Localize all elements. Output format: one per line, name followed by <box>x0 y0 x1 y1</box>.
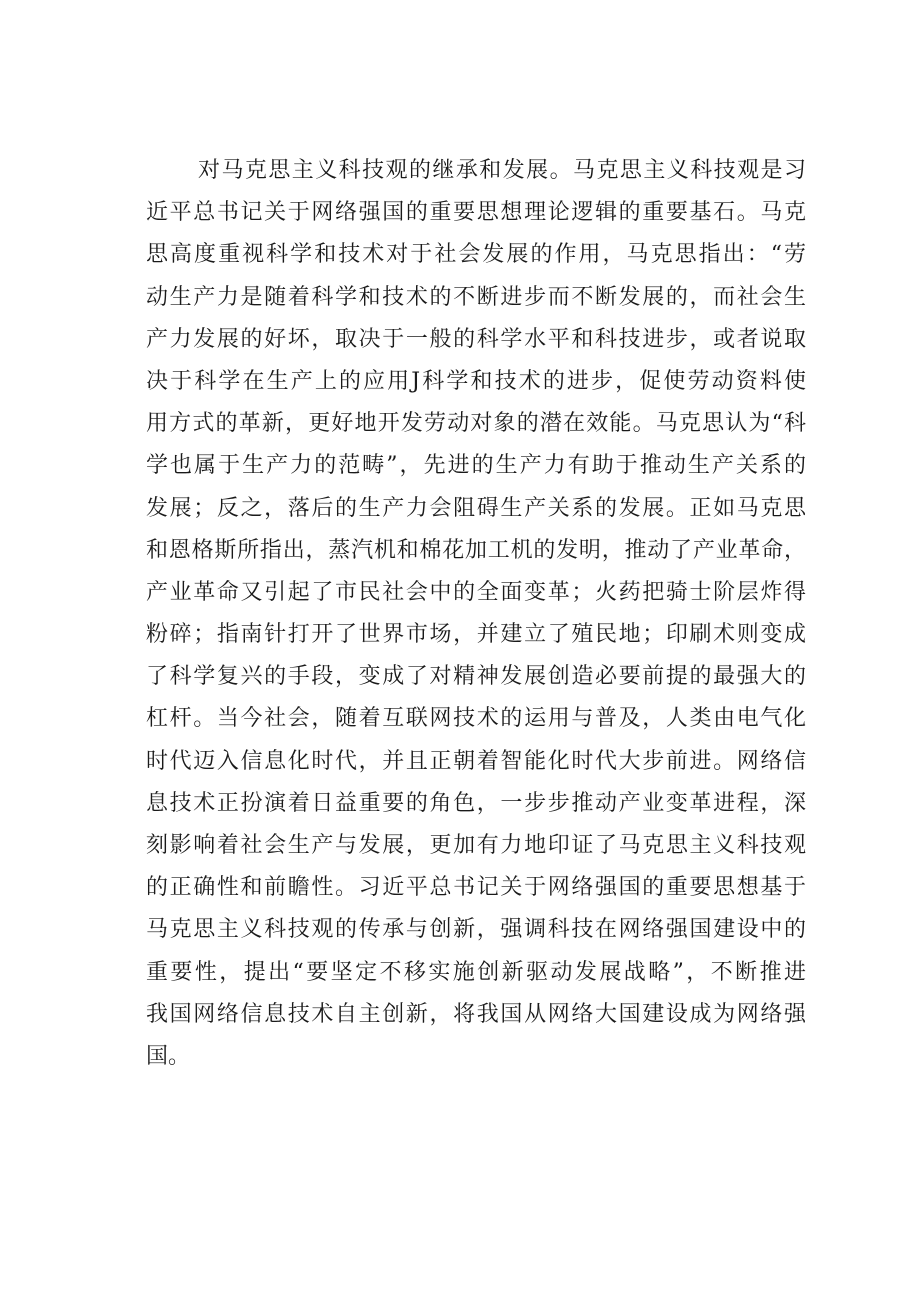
paragraph-line: 学也属于生产力的范畴”，先进的生产力有助于推动生产关系的 <box>146 453 806 479</box>
paragraph-line: 产业革命又引起了市民社会中的全面变革；火药把骑士阶层炸得 <box>146 579 806 605</box>
paragraph-line: 粉碎；指南针打开了世界市场，并建立了殖民地；印刷术则变成 <box>146 622 806 648</box>
paragraph-line: 近平总书记关于网络强国的重要思想理论逻辑的重要基石。马克 <box>146 200 806 226</box>
paragraph-line: 动生产力是随着科学和技术的不断进步而不断发展的，而社会生 <box>146 284 806 310</box>
paragraph-line: 息技术正扮演着日益重要的角色，一步步推动产业变革进程，深 <box>146 790 806 816</box>
paragraph-line: 杠杆。当今社会，随着互联网技术的运用与普及，人类由电气化 <box>146 706 806 732</box>
paragraph-line: 产力发展的好坏，取决于一般的科学水平和科技进步，或者说取 <box>146 326 806 352</box>
paragraph-line: 的正确性和前瞻性。习近平总书记关于网络强国的重要思想基于 <box>146 875 806 901</box>
paragraph-line: 时代迈入信息化时代，并且正朝着智能化时代大步前进。网络信 <box>146 748 806 774</box>
paragraph-line: 发展；反之，落后的生产力会阻碍生产关系的发展。正如马克思 <box>146 495 806 521</box>
body-paragraph <box>146 150 806 1078</box>
paragraph-line: 和恩格斯所指出，蒸汽机和棉花加工机的发明，推动了产业革命， <box>146 537 806 563</box>
paragraph-line: 决于科学在生产上的应用J科学和技术的进步，促使劳动资料使 <box>146 368 806 394</box>
paragraph-line: 马克思主义科技观的传承与创新，强调科技在网络强国建设中的 <box>146 917 806 943</box>
paragraph-line: 了科学复兴的手段，变成了对精神发展创造必要前提的最强大的 <box>146 664 806 690</box>
paragraph-line: 用方式的革新，更好地开发劳动对象的潜在效能。马克思认为“科 <box>146 411 806 437</box>
paragraph-line: 重要性，提出“要坚定不移实施创新驱动发展战略”，不断推进 <box>146 959 806 985</box>
paragraph-line: 思高度重视科学和技术对于社会发展的作用，马克思指出：“劳 <box>146 242 806 268</box>
paragraph-line: 我国网络信息技术自主创新，将我国从网络大国建设成为网络强 <box>146 1001 806 1027</box>
paragraph-line: 刻影响着社会生产与发展，更加有力地印证了马克思主义科技观 <box>146 833 806 858</box>
paragraph-line: 国。 <box>146 1043 191 1069</box>
paragraph-line: 对马克思主义科技观的继承和发展。马克思主义科技观是习 <box>198 158 806 183</box>
